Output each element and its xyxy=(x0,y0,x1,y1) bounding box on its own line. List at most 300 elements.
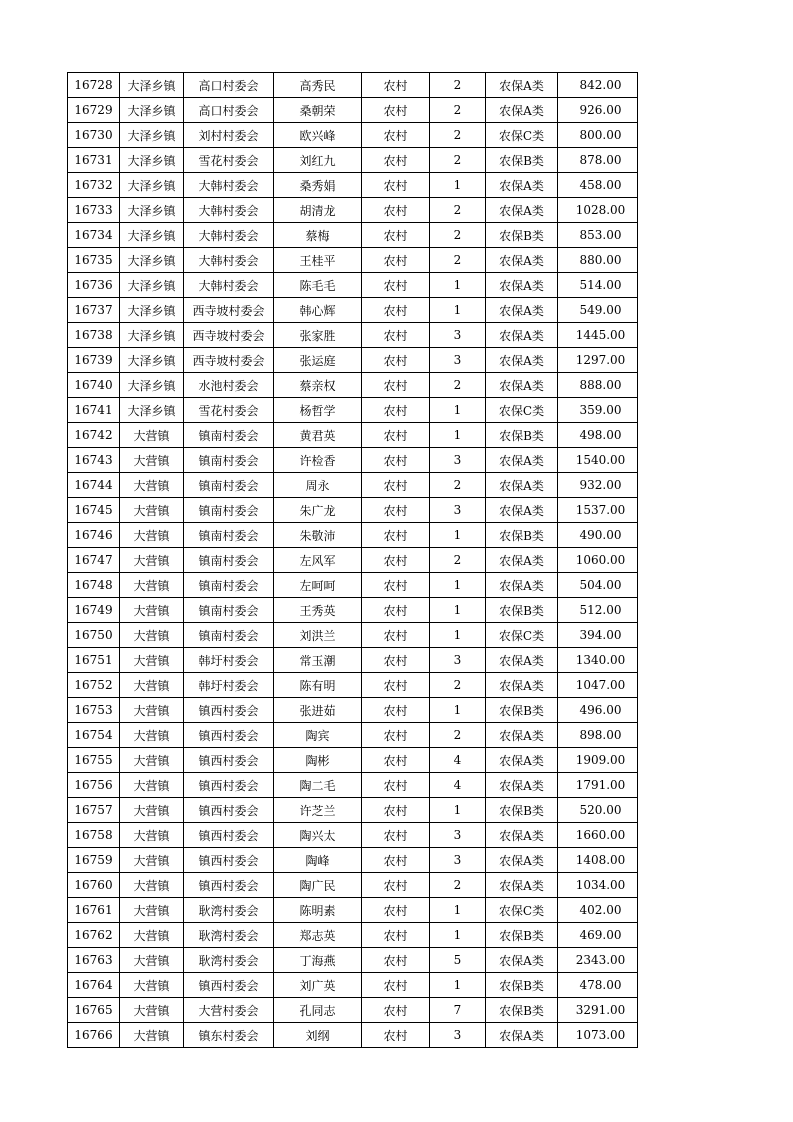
name-cell: 陈有明 xyxy=(274,673,362,698)
town-cell: 大泽乡镇 xyxy=(120,248,184,273)
village-committee-cell: 大营村委会 xyxy=(184,998,274,1023)
insurance-category-cell: 农保A类 xyxy=(486,73,558,98)
name-cell: 桑朝荣 xyxy=(274,98,362,123)
insurance-category-cell: 农保A类 xyxy=(486,298,558,323)
name-cell: 张运庭 xyxy=(274,348,362,373)
village-committee-cell: 镇南村委会 xyxy=(184,498,274,523)
insurance-category-cell: 农保A类 xyxy=(486,873,558,898)
village-committee-cell: 镇西村委会 xyxy=(184,698,274,723)
village-committee-cell: 镇南村委会 xyxy=(184,598,274,623)
record-id-cell: 16754 xyxy=(68,723,120,748)
amount-cell: 1297.00 xyxy=(558,348,638,373)
name-cell: 张家胜 xyxy=(274,323,362,348)
name-cell: 高秀民 xyxy=(274,73,362,98)
village-committee-cell: 耿湾村委会 xyxy=(184,948,274,973)
town-cell: 大泽乡镇 xyxy=(120,348,184,373)
member-count-cell: 3 xyxy=(430,1023,486,1048)
village-committee-cell: 耿湾村委会 xyxy=(184,923,274,948)
village-committee-cell: 西寺坡村委会 xyxy=(184,323,274,348)
amount-cell: 402.00 xyxy=(558,898,638,923)
town-cell: 大营镇 xyxy=(120,998,184,1023)
amount-cell: 1445.00 xyxy=(558,323,638,348)
insurance-category-cell: 农保A类 xyxy=(486,373,558,398)
table-row xyxy=(68,348,638,373)
member-count-cell: 2 xyxy=(430,248,486,273)
town-cell: 大泽乡镇 xyxy=(120,398,184,423)
amount-cell: 898.00 xyxy=(558,723,638,748)
insurance-category-cell: 农保B类 xyxy=(486,223,558,248)
member-count-cell: 2 xyxy=(430,148,486,173)
record-id-cell: 16752 xyxy=(68,673,120,698)
record-id-cell: 16740 xyxy=(68,373,120,398)
table-row xyxy=(68,373,638,398)
amount-cell: 478.00 xyxy=(558,973,638,998)
name-cell: 刘纲 xyxy=(274,1023,362,1048)
amount-cell: 1028.00 xyxy=(558,198,638,223)
household-type-cell: 农村 xyxy=(362,923,430,948)
town-cell: 大营镇 xyxy=(120,898,184,923)
record-id-cell: 16765 xyxy=(68,998,120,1023)
member-count-cell: 4 xyxy=(430,748,486,773)
amount-cell: 926.00 xyxy=(558,98,638,123)
table-row xyxy=(68,948,638,973)
amount-cell: 888.00 xyxy=(558,373,638,398)
table-body xyxy=(68,73,638,1048)
household-type-cell: 农村 xyxy=(362,773,430,798)
household-type-cell: 农村 xyxy=(362,123,430,148)
member-count-cell: 3 xyxy=(430,823,486,848)
town-cell: 大营镇 xyxy=(120,498,184,523)
record-id-cell: 16753 xyxy=(68,698,120,723)
record-id-cell: 16757 xyxy=(68,798,120,823)
town-cell: 大营镇 xyxy=(120,598,184,623)
record-id-cell: 16750 xyxy=(68,623,120,648)
name-cell: 杨哲学 xyxy=(274,398,362,423)
insurance-category-cell: 农保A类 xyxy=(486,198,558,223)
record-id-cell: 16756 xyxy=(68,773,120,798)
village-committee-cell: 镇东村委会 xyxy=(184,1023,274,1048)
household-type-cell: 农村 xyxy=(362,948,430,973)
name-cell: 陶彬 xyxy=(274,748,362,773)
town-cell: 大泽乡镇 xyxy=(120,223,184,248)
member-count-cell: 1 xyxy=(430,298,486,323)
record-id-cell: 16743 xyxy=(68,448,120,473)
village-committee-cell: 镇南村委会 xyxy=(184,548,274,573)
insurance-category-cell: 农保A类 xyxy=(486,848,558,873)
name-cell: 陶峰 xyxy=(274,848,362,873)
household-type-cell: 农村 xyxy=(362,673,430,698)
town-cell: 大营镇 xyxy=(120,673,184,698)
amount-cell: 1540.00 xyxy=(558,448,638,473)
name-cell: 胡清龙 xyxy=(274,198,362,223)
amount-cell: 1047.00 xyxy=(558,673,638,698)
amount-cell: 359.00 xyxy=(558,398,638,423)
name-cell: 韩心辉 xyxy=(274,298,362,323)
household-type-cell: 农村 xyxy=(362,698,430,723)
insurance-category-cell: 农保C类 xyxy=(486,398,558,423)
table-row xyxy=(68,548,638,573)
insurance-category-cell: 农保A类 xyxy=(486,1023,558,1048)
amount-cell: 496.00 xyxy=(558,698,638,723)
village-committee-cell: 镇西村委会 xyxy=(184,848,274,873)
amount-cell: 490.00 xyxy=(558,523,638,548)
town-cell: 大营镇 xyxy=(120,573,184,598)
insurance-category-cell: 农保A类 xyxy=(486,648,558,673)
household-type-cell: 农村 xyxy=(362,598,430,623)
member-count-cell: 3 xyxy=(430,348,486,373)
name-cell: 左呵呵 xyxy=(274,573,362,598)
record-id-cell: 16764 xyxy=(68,973,120,998)
name-cell: 蔡亲权 xyxy=(274,373,362,398)
town-cell: 大营镇 xyxy=(120,948,184,973)
village-committee-cell: 大韩村委会 xyxy=(184,198,274,223)
record-id-cell: 16761 xyxy=(68,898,120,923)
name-cell: 桑秀娟 xyxy=(274,173,362,198)
village-committee-cell: 大韩村委会 xyxy=(184,223,274,248)
name-cell: 张进茹 xyxy=(274,698,362,723)
record-id-cell: 16729 xyxy=(68,98,120,123)
amount-cell: 394.00 xyxy=(558,623,638,648)
household-type-cell: 农村 xyxy=(362,223,430,248)
record-id-cell: 16762 xyxy=(68,923,120,948)
household-type-cell: 农村 xyxy=(362,873,430,898)
town-cell: 大营镇 xyxy=(120,648,184,673)
village-committee-cell: 镇南村委会 xyxy=(184,473,274,498)
town-cell: 大泽乡镇 xyxy=(120,98,184,123)
record-id-cell: 16728 xyxy=(68,73,120,98)
name-cell: 刘洪兰 xyxy=(274,623,362,648)
amount-cell: 458.00 xyxy=(558,173,638,198)
amount-cell: 1909.00 xyxy=(558,748,638,773)
record-id-cell: 16732 xyxy=(68,173,120,198)
town-cell: 大营镇 xyxy=(120,923,184,948)
household-type-cell: 农村 xyxy=(362,548,430,573)
amount-cell: 853.00 xyxy=(558,223,638,248)
table-row xyxy=(68,98,638,123)
name-cell: 朱广龙 xyxy=(274,498,362,523)
member-count-cell: 2 xyxy=(430,473,486,498)
town-cell: 大泽乡镇 xyxy=(120,298,184,323)
insurance-category-cell: 农保A类 xyxy=(486,748,558,773)
amount-cell: 1791.00 xyxy=(558,773,638,798)
town-cell: 大营镇 xyxy=(120,748,184,773)
amount-cell: 549.00 xyxy=(558,298,638,323)
amount-cell: 1060.00 xyxy=(558,548,638,573)
household-type-cell: 农村 xyxy=(362,73,430,98)
town-cell: 大泽乡镇 xyxy=(120,323,184,348)
insurance-category-cell: 农保A类 xyxy=(486,448,558,473)
amount-cell: 520.00 xyxy=(558,798,638,823)
town-cell: 大营镇 xyxy=(120,823,184,848)
data-table xyxy=(67,72,638,1048)
town-cell: 大泽乡镇 xyxy=(120,173,184,198)
name-cell: 陈毛毛 xyxy=(274,273,362,298)
member-count-cell: 2 xyxy=(430,73,486,98)
town-cell: 大营镇 xyxy=(120,523,184,548)
record-id-cell: 16745 xyxy=(68,498,120,523)
town-cell: 大营镇 xyxy=(120,723,184,748)
table-row xyxy=(68,73,638,98)
name-cell: 许芝兰 xyxy=(274,798,362,823)
table-row xyxy=(68,823,638,848)
member-count-cell: 3 xyxy=(430,848,486,873)
town-cell: 大营镇 xyxy=(120,623,184,648)
name-cell: 欧兴峰 xyxy=(274,123,362,148)
household-type-cell: 农村 xyxy=(362,323,430,348)
town-cell: 大营镇 xyxy=(120,698,184,723)
table-row xyxy=(68,523,638,548)
household-type-cell: 农村 xyxy=(362,998,430,1023)
village-committee-cell: 韩圩村委会 xyxy=(184,648,274,673)
village-committee-cell: 镇南村委会 xyxy=(184,448,274,473)
insurance-category-cell: 农保A类 xyxy=(486,948,558,973)
insurance-category-cell: 农保A类 xyxy=(486,273,558,298)
name-cell: 蔡梅 xyxy=(274,223,362,248)
town-cell: 大营镇 xyxy=(120,798,184,823)
village-committee-cell: 水池村委会 xyxy=(184,373,274,398)
record-id-cell: 16731 xyxy=(68,148,120,173)
insurance-category-cell: 农保A类 xyxy=(486,173,558,198)
table-row xyxy=(68,473,638,498)
household-type-cell: 农村 xyxy=(362,373,430,398)
amount-cell: 1537.00 xyxy=(558,498,638,523)
insurance-category-cell: 农保A类 xyxy=(486,573,558,598)
member-count-cell: 1 xyxy=(430,623,486,648)
name-cell: 陶兴太 xyxy=(274,823,362,848)
name-cell: 孔同志 xyxy=(274,998,362,1023)
member-count-cell: 1 xyxy=(430,923,486,948)
village-committee-cell: 镇南村委会 xyxy=(184,523,274,548)
village-committee-cell: 刘村村委会 xyxy=(184,123,274,148)
town-cell: 大泽乡镇 xyxy=(120,198,184,223)
insurance-category-cell: 农保A类 xyxy=(486,773,558,798)
village-committee-cell: 镇西村委会 xyxy=(184,873,274,898)
household-type-cell: 农村 xyxy=(362,398,430,423)
record-id-cell: 16746 xyxy=(68,523,120,548)
table-row xyxy=(68,148,638,173)
name-cell: 陶宾 xyxy=(274,723,362,748)
household-type-cell: 农村 xyxy=(362,498,430,523)
household-type-cell: 农村 xyxy=(362,823,430,848)
amount-cell: 514.00 xyxy=(558,273,638,298)
name-cell: 许检香 xyxy=(274,448,362,473)
amount-cell: 878.00 xyxy=(558,148,638,173)
record-id-cell: 16735 xyxy=(68,248,120,273)
village-committee-cell: 镇西村委会 xyxy=(184,798,274,823)
table-row xyxy=(68,1023,638,1048)
household-type-cell: 农村 xyxy=(362,273,430,298)
insurance-category-cell: 农保B类 xyxy=(486,423,558,448)
name-cell: 陶二毛 xyxy=(274,773,362,798)
table-row xyxy=(68,898,638,923)
village-committee-cell: 雪花村委会 xyxy=(184,398,274,423)
household-type-cell: 农村 xyxy=(362,523,430,548)
table-row xyxy=(68,598,638,623)
insurance-category-cell: 农保A类 xyxy=(486,473,558,498)
insurance-category-cell: 农保A类 xyxy=(486,673,558,698)
town-cell: 大泽乡镇 xyxy=(120,373,184,398)
member-count-cell: 1 xyxy=(430,698,486,723)
town-cell: 大泽乡镇 xyxy=(120,123,184,148)
amount-cell: 1408.00 xyxy=(558,848,638,873)
member-count-cell: 1 xyxy=(430,973,486,998)
amount-cell: 498.00 xyxy=(558,423,638,448)
member-count-cell: 2 xyxy=(430,373,486,398)
name-cell: 常玉潮 xyxy=(274,648,362,673)
name-cell: 郑志英 xyxy=(274,923,362,948)
amount-cell: 1340.00 xyxy=(558,648,638,673)
village-committee-cell: 雪花村委会 xyxy=(184,148,274,173)
table-row xyxy=(68,923,638,948)
insurance-category-cell: 农保A类 xyxy=(486,323,558,348)
table-row xyxy=(68,673,638,698)
table-row xyxy=(68,848,638,873)
record-id-cell: 16748 xyxy=(68,573,120,598)
amount-cell: 932.00 xyxy=(558,473,638,498)
record-id-cell: 16736 xyxy=(68,273,120,298)
table-row xyxy=(68,223,638,248)
amount-cell: 504.00 xyxy=(558,573,638,598)
record-id-cell: 16739 xyxy=(68,348,120,373)
insurance-category-cell: 农保B类 xyxy=(486,798,558,823)
household-type-cell: 农村 xyxy=(362,1023,430,1048)
town-cell: 大营镇 xyxy=(120,473,184,498)
table-row xyxy=(68,423,638,448)
table-row xyxy=(68,798,638,823)
village-committee-cell: 大韩村委会 xyxy=(184,273,274,298)
village-committee-cell: 镇西村委会 xyxy=(184,723,274,748)
household-type-cell: 农村 xyxy=(362,573,430,598)
town-cell: 大营镇 xyxy=(120,973,184,998)
amount-cell: 2343.00 xyxy=(558,948,638,973)
member-count-cell: 1 xyxy=(430,273,486,298)
member-count-cell: 2 xyxy=(430,223,486,248)
record-id-cell: 16733 xyxy=(68,198,120,223)
member-count-cell: 2 xyxy=(430,123,486,148)
village-committee-cell: 镇南村委会 xyxy=(184,423,274,448)
member-count-cell: 3 xyxy=(430,323,486,348)
member-count-cell: 1 xyxy=(430,423,486,448)
record-id-cell: 16747 xyxy=(68,548,120,573)
household-type-cell: 农村 xyxy=(362,198,430,223)
amount-cell: 469.00 xyxy=(558,923,638,948)
village-committee-cell: 西寺坡村委会 xyxy=(184,298,274,323)
table-row xyxy=(68,873,638,898)
village-committee-cell: 镇西村委会 xyxy=(184,973,274,998)
name-cell: 刘红九 xyxy=(274,148,362,173)
household-type-cell: 农村 xyxy=(362,448,430,473)
insurance-category-cell: 农保B类 xyxy=(486,998,558,1023)
insurance-category-cell: 农保A类 xyxy=(486,823,558,848)
household-type-cell: 农村 xyxy=(362,348,430,373)
member-count-cell: 7 xyxy=(430,998,486,1023)
table-row xyxy=(68,323,638,348)
insurance-category-cell: 农保B类 xyxy=(486,973,558,998)
table-row xyxy=(68,648,638,673)
insurance-category-cell: 农保C类 xyxy=(486,898,558,923)
name-cell: 周永 xyxy=(274,473,362,498)
amount-cell: 1660.00 xyxy=(558,823,638,848)
record-id-cell: 16749 xyxy=(68,598,120,623)
household-type-cell: 农村 xyxy=(362,98,430,123)
record-id-cell: 16741 xyxy=(68,398,120,423)
record-id-cell: 16758 xyxy=(68,823,120,848)
insurance-category-cell: 农保B类 xyxy=(486,148,558,173)
table-row xyxy=(68,723,638,748)
table-row xyxy=(68,448,638,473)
insurance-category-cell: 农保A类 xyxy=(486,98,558,123)
village-committee-cell: 耿湾村委会 xyxy=(184,898,274,923)
village-committee-cell: 韩圩村委会 xyxy=(184,673,274,698)
insurance-category-cell: 农保A类 xyxy=(486,723,558,748)
member-count-cell: 2 xyxy=(430,873,486,898)
name-cell: 朱敬沛 xyxy=(274,523,362,548)
record-id-cell: 16730 xyxy=(68,123,120,148)
town-cell: 大营镇 xyxy=(120,773,184,798)
village-committee-cell: 高口村委会 xyxy=(184,73,274,98)
name-cell: 陈明素 xyxy=(274,898,362,923)
household-type-cell: 农村 xyxy=(362,723,430,748)
member-count-cell: 2 xyxy=(430,548,486,573)
document-page xyxy=(67,72,638,1048)
amount-cell: 512.00 xyxy=(558,598,638,623)
name-cell: 丁海燕 xyxy=(274,948,362,973)
village-committee-cell: 大韩村委会 xyxy=(184,248,274,273)
village-committee-cell: 镇南村委会 xyxy=(184,573,274,598)
insurance-category-cell: 农保C类 xyxy=(486,123,558,148)
household-type-cell: 农村 xyxy=(362,848,430,873)
amount-cell: 1034.00 xyxy=(558,873,638,898)
table-row xyxy=(68,298,638,323)
member-count-cell: 2 xyxy=(430,98,486,123)
insurance-category-cell: 农保B类 xyxy=(486,923,558,948)
record-id-cell: 16751 xyxy=(68,648,120,673)
member-count-cell: 1 xyxy=(430,898,486,923)
town-cell: 大泽乡镇 xyxy=(120,73,184,98)
amount-cell: 800.00 xyxy=(558,123,638,148)
insurance-category-cell: 农保C类 xyxy=(486,623,558,648)
record-id-cell: 16759 xyxy=(68,848,120,873)
household-type-cell: 农村 xyxy=(362,423,430,448)
record-id-cell: 16755 xyxy=(68,748,120,773)
record-id-cell: 16734 xyxy=(68,223,120,248)
household-type-cell: 农村 xyxy=(362,473,430,498)
household-type-cell: 农村 xyxy=(362,973,430,998)
member-count-cell: 5 xyxy=(430,948,486,973)
insurance-category-cell: 农保A类 xyxy=(486,548,558,573)
village-committee-cell: 大韩村委会 xyxy=(184,173,274,198)
name-cell: 陶广民 xyxy=(274,873,362,898)
member-count-cell: 2 xyxy=(430,723,486,748)
town-cell: 大营镇 xyxy=(120,873,184,898)
member-count-cell: 3 xyxy=(430,448,486,473)
town-cell: 大营镇 xyxy=(120,448,184,473)
member-count-cell: 4 xyxy=(430,773,486,798)
household-type-cell: 农村 xyxy=(362,623,430,648)
amount-cell: 842.00 xyxy=(558,73,638,98)
village-committee-cell: 镇西村委会 xyxy=(184,748,274,773)
amount-cell: 880.00 xyxy=(558,248,638,273)
member-count-cell: 1 xyxy=(430,173,486,198)
table-row xyxy=(68,173,638,198)
name-cell: 左风军 xyxy=(274,548,362,573)
record-id-cell: 16738 xyxy=(68,323,120,348)
table-row xyxy=(68,773,638,798)
name-cell: 刘广英 xyxy=(274,973,362,998)
name-cell: 黄君英 xyxy=(274,423,362,448)
name-cell: 王秀英 xyxy=(274,598,362,623)
member-count-cell: 1 xyxy=(430,523,486,548)
